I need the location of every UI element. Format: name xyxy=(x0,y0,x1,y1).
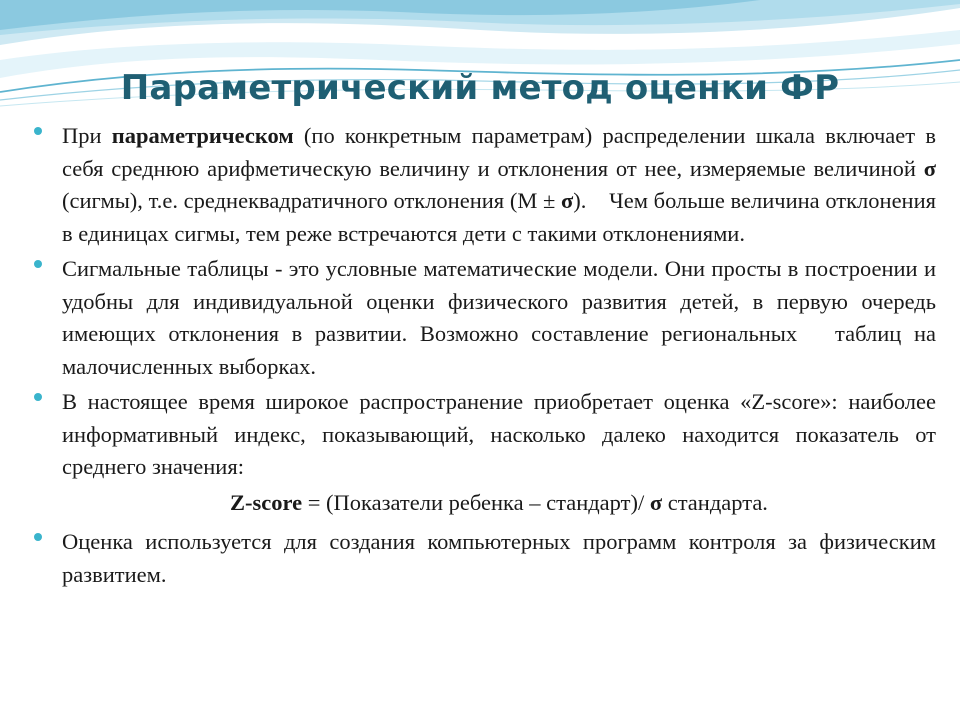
bullet-item-2: Сигмальные таблицы - это условные математические модели. Они просты в построении и удобны для индивидуальной оценки физического развития детей, в первую очередь имеющих отклонения в развитии. Возможно составление региональных таблиц на малочисленных выборках. xyxy=(32,253,936,383)
sigma-symbol: σ xyxy=(649,489,663,515)
formula-label: Z-score xyxy=(230,489,303,515)
bullet-item-1: При параметрическом (по конкретным параметрам) распределении шкала включает в себя среднюю арифметическую величину и отклонения от нее, измеряемые величиной σ (сигмы), т.е. среднеквадратичного отклонения (М ± σ). Чем больше величина отклонения в единицах сигмы, тем реже встречаются дети с такими отклонениями. xyxy=(32,120,936,250)
bullet-item-3: В настоящее время широкое распространение приобретает оценка «Z-score»: наиболее информативный индекс, показывающий, насколько далеко находится показатель от среднего значения: Z-score = (Показатели ребенка – стандарт)/ σ стандарта. xyxy=(32,386,936,519)
sigma-symbol: σ xyxy=(923,155,936,181)
bullet-dot-icon xyxy=(34,127,42,135)
slide-title: Параметрический метод оценки ФР xyxy=(120,68,840,108)
bullet-dot-icon xyxy=(34,260,42,268)
bullet-dot-icon xyxy=(34,393,42,401)
bullet-item-4: Оценка используется для создания компьютерных программ контроля за физическим развитием. xyxy=(32,526,936,591)
slide-content xyxy=(32,120,942,594)
z-score-formula: Z-score = (Показатели ребенка – стандарт)/ σ стандарта. xyxy=(230,489,768,515)
sigma-symbol: σ xyxy=(561,188,574,213)
bullet-dot-icon xyxy=(34,533,42,541)
emphasis-parametric: параметрическом xyxy=(111,123,294,148)
